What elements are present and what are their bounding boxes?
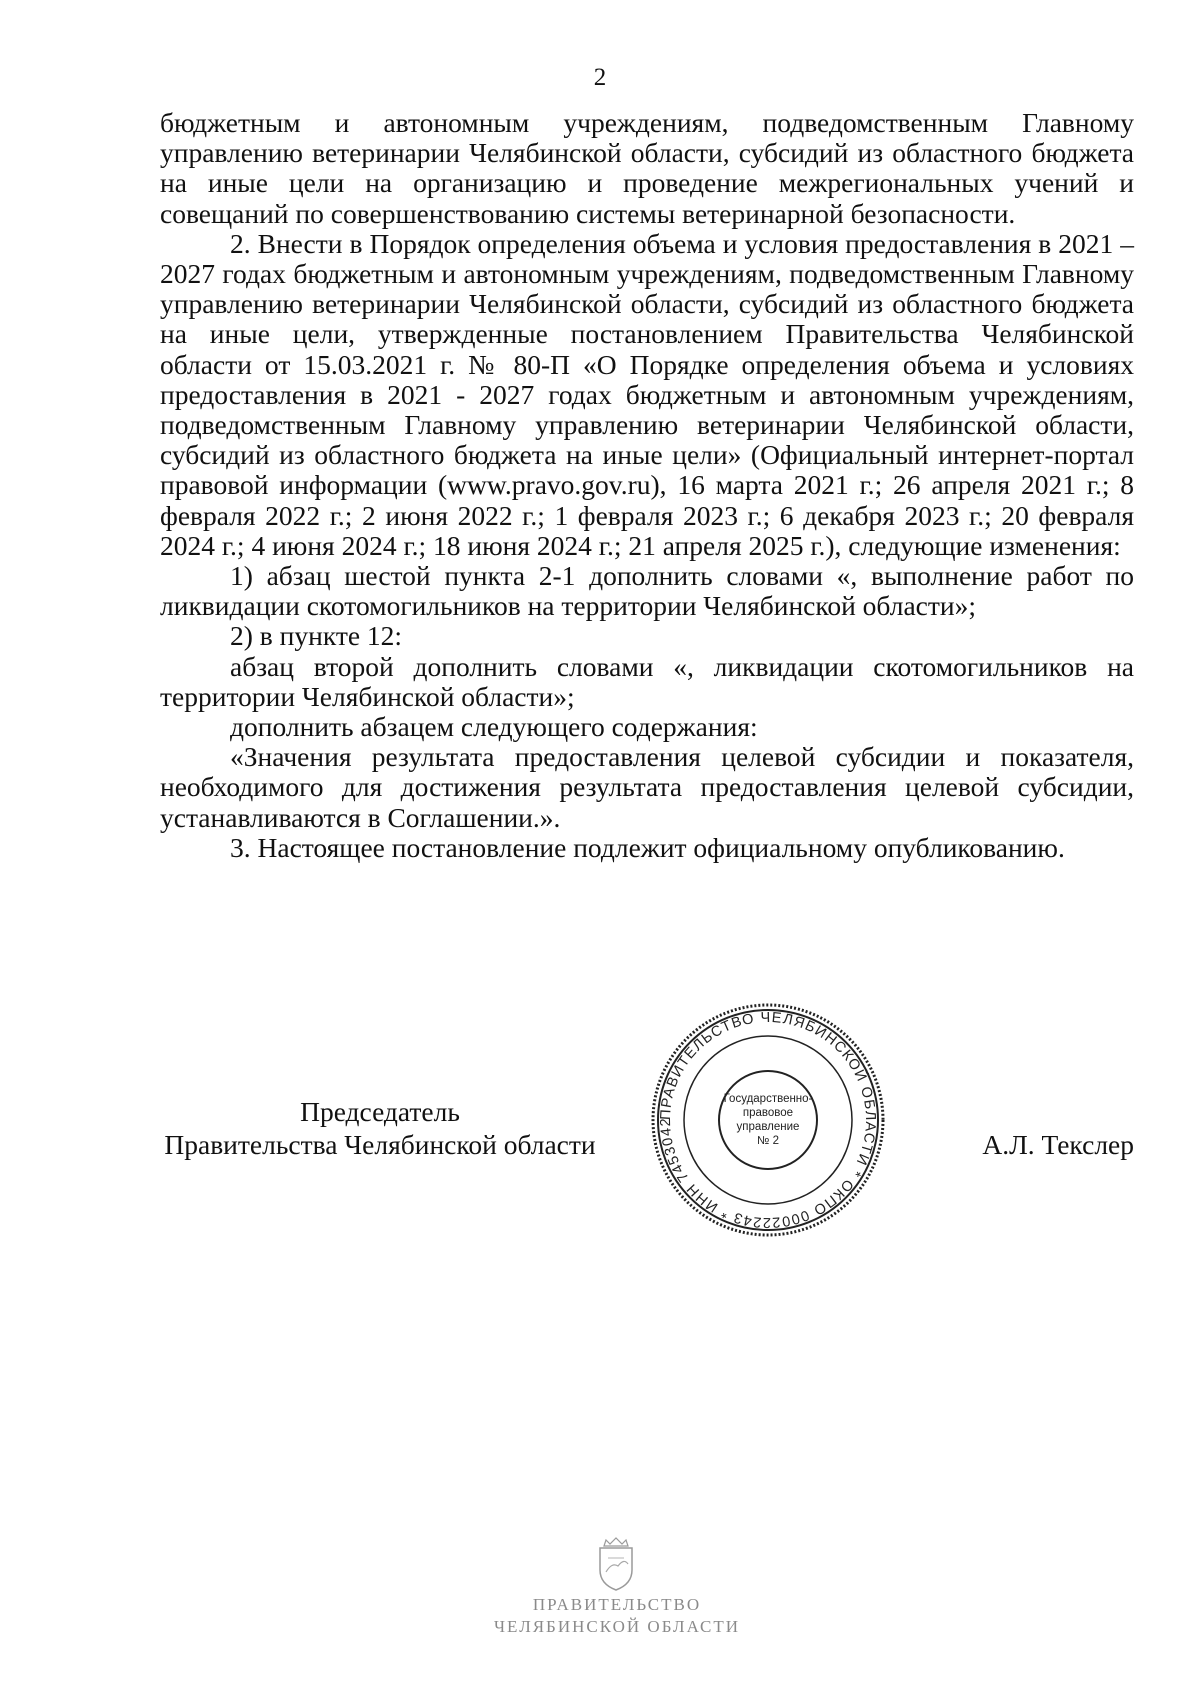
signatory-position-line-1: Председатель	[300, 1096, 460, 1127]
seal-center	[718, 1070, 818, 1170]
paragraph-1-continuation: бюджетным и автономным учреждениям, подведомственным Главному управлению ветеринарии Челябинской области, субсидий из областного бюджета на иные цели на организацию и проведение межрегиональных учений и совещаний по совершенствованию системы ветеринарной безопасности.	[160, 107, 1134, 229]
seal-center-line-1: Государственно-	[723, 1093, 813, 1105]
seal-center-line-4: № 2	[757, 1135, 779, 1147]
paragraph-quoted-text: «Значения результата предоставления целевой субсидии и показателя, необходимого для достижения результата предоставления целевой субсидии, устанавливаются в Соглашении.».	[160, 741, 1134, 833]
paragraph-3-publication: 3. Настоящее постановление подлежит официальному опубликованию.	[230, 831, 1065, 863]
paragraph-amendment-1: 1) абзац шестой пункта 2-1 дополнить словами «, выполнение работ по ликвидации скотомогильников на территории Челябинской области»;	[160, 560, 1134, 622]
page-number: 2	[593, 64, 607, 91]
signatory-position-line-2: Правительства Челябинской области	[164, 1129, 596, 1160]
document-body	[160, 108, 1134, 863]
seal-center-line-3: управление	[736, 1121, 800, 1133]
seal-center-line-2: правовое	[742, 1107, 794, 1119]
footer-org-line-1: ПРАВИТЕЛЬСТВО	[532, 1595, 702, 1614]
coat-of-arms-icon	[594, 1536, 638, 1592]
paragraph-amendment-2: 2) в пункте 12:	[230, 620, 403, 652]
signatory-position	[120, 1095, 640, 1161]
official-seal	[648, 1000, 888, 1240]
paragraph-amendment-2-a: абзац второй дополнить словами «, ликвидации скотомогильников на территории Челябинской области»;	[160, 650, 1134, 712]
footer-organization	[0, 1594, 1200, 1638]
signatory-name: А.Л. Текслер	[982, 1129, 1134, 1160]
paragraph-2-amendments: 2. Внести в Порядок определения объема и условия предоставления в 2021 – 2027 годах бюджетным и автономным учреждениям, подведомственным Главному управлению ветеринарии Челябинской области, субсидий из областного бюджета на иные цели, утвержденные постановлением Правительства Челябинской области от 15.03.2021 г. № 80-П «О Порядке определения объема и условиях предоставления в 2021 - 2027 годах бюджетным и автономным учреждениям, подведомственным Главному управлению ветеринарии Челябинской области, субсидий из областного бюджета на иные цели» (Официальный интернет-портал правовой информации (www.pravo.gov.ru), 16 марта 2021 г.; 26 апреля 2021 г.; 8 февраля 2022 г.; 2 июня 2022 г.; 1 февраля 2023 г.; 6 декабря 2023 г.; 20 февраля 2024 г.; 4 июня 2024 г.; 18 июня 2024 г.; 21 апреля 2025 г.), следующие изменения:	[160, 227, 1134, 561]
footer-org-line-2: ЧЕЛЯБИНСКОЙ ОБЛАСТИ	[493, 1617, 741, 1636]
seal-ring-text: ПРАВИТЕЛЬСТВО ЧЕЛЯБИНСКОЙ ОБЛАСТИ * ОКПО 00022243 * ИНН 7453042	[657, 1009, 879, 1231]
paragraph-amendment-2-b: дополнить абзацем следующего содержания:	[230, 711, 758, 743]
